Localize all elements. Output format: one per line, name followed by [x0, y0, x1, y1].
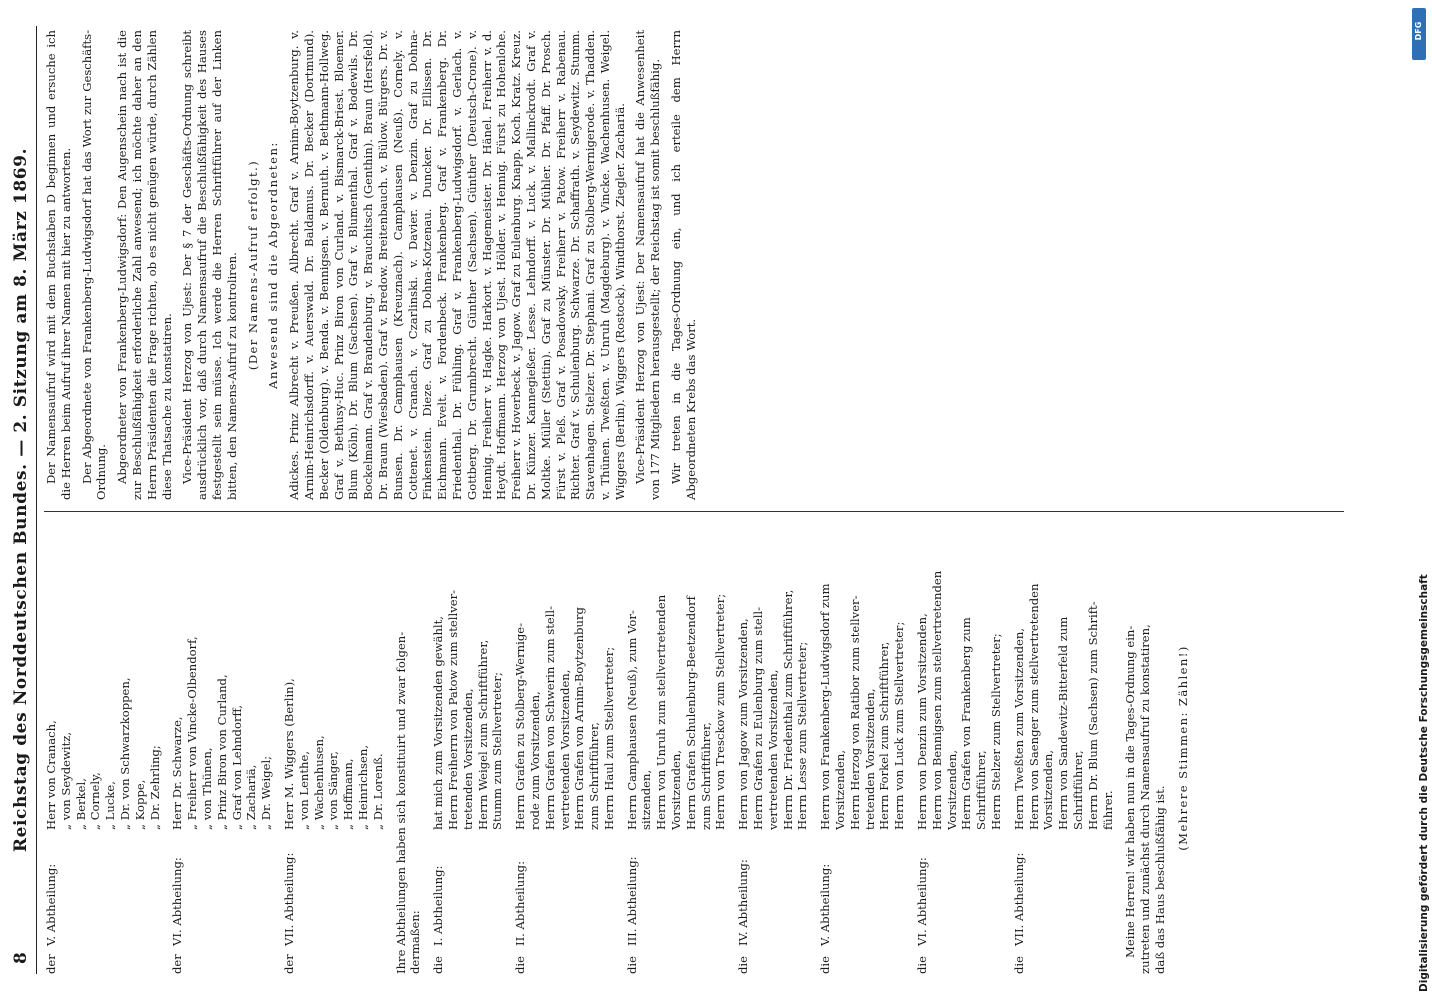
row-spacer — [1041, 830, 1056, 946]
constitution-line — [795, 522, 810, 974]
row-article — [326, 946, 341, 974]
row-article — [230, 946, 245, 974]
row-article — [200, 946, 215, 974]
row-article: die — [1011, 956, 1026, 974]
row-spacer — [446, 946, 461, 974]
left-column — [44, 522, 1197, 974]
row-abteilung-label — [215, 830, 230, 946]
member-name: „ Koppe, — [132, 779, 147, 830]
row-abteilung-label — [259, 830, 274, 946]
row-spacer — [1056, 946, 1071, 974]
constitution-text: Herrn von Denzin zum Vorsitzenden, — [915, 613, 930, 830]
member-name: Herr Dr. Schwarze, — [170, 716, 185, 830]
constitution-text: hat mich zum Vorsitzenden gewählt, — [431, 616, 446, 830]
column-divider — [44, 511, 1344, 512]
member-row — [133, 522, 148, 974]
constitution-text: Herrn von Bennigsen zum stellvertretenden — [929, 570, 944, 830]
constitution-line — [989, 522, 1004, 974]
row-article: die — [513, 956, 528, 974]
constitution-line — [572, 522, 587, 974]
constitution-line — [892, 522, 907, 974]
row-spacer — [713, 830, 728, 946]
row-spacer — [446, 830, 461, 946]
row-spacer — [684, 830, 699, 946]
row-abteilung-label — [371, 830, 386, 946]
constitution-text: Herrn Tweßten zum Vorsitzenden, — [1011, 627, 1026, 830]
row-article — [356, 946, 371, 974]
closing-paragraph — [1123, 522, 1167, 974]
closing-paragraph-line: zutreten und zunächst durch Namensaufruf zu konstatiren, — [1138, 624, 1153, 974]
row-article — [118, 946, 133, 974]
right-column — [44, 30, 705, 500]
constitution-text: tretenden Vorsitzenden, — [460, 688, 475, 830]
present-heading: Anwesend sind die Abgeordneten: — [266, 141, 281, 389]
constitution-line — [476, 522, 491, 974]
row-abteilung-label — [341, 830, 356, 946]
row-spacer — [863, 830, 878, 946]
row-spacer — [892, 946, 907, 974]
row-article — [312, 946, 327, 974]
member-row — [312, 522, 327, 974]
constitution-intro — [394, 522, 424, 974]
constitution-line — [446, 522, 461, 974]
row-spacer — [602, 946, 617, 974]
member-name: „ Hoffmann, — [341, 758, 356, 830]
row-abteilung-label: I. Abtheilung: — [431, 865, 446, 946]
row-article — [148, 946, 163, 974]
row-article: die — [818, 956, 833, 974]
row-abteilung-label — [200, 830, 215, 946]
constitution-text: Herrn Dr. Blum (Sachsen) zum Schrift- — [1085, 601, 1100, 830]
constitution-text: Herrn von Jagow zum Vorsitzenden, — [736, 618, 751, 830]
constitution-intro-line: Ihre Abtheilungen haben sich konstituirt und zwar folgen- — [393, 631, 408, 974]
row-spacer — [602, 830, 617, 946]
row-abteilung-label: III. Abtheilung: — [624, 856, 639, 946]
constitution-line — [945, 522, 960, 974]
constitution-text: Herrn Haul zum Stellvertreter; — [601, 646, 616, 830]
row-spacer — [476, 830, 491, 946]
row-spacer — [1101, 946, 1116, 974]
row-abteilung-label — [185, 830, 200, 946]
constitution-text: Vorsitzenden, — [669, 749, 684, 830]
digitization-note — [1405, 0, 1432, 1000]
constitution-entry — [915, 522, 1004, 974]
row-spacer — [892, 830, 907, 946]
constitution-line — [1012, 522, 1027, 974]
constitution-line — [490, 522, 505, 974]
member-row — [230, 522, 245, 974]
constitution-text: vertretenden Vorsitzenden, — [557, 669, 572, 830]
speech-quorum: Vice-Präsident Herzog von Ujest: Der Namensaufruf hat die Anwesenheit von 177 Mitgliedern herausgestellt; der Reichstag ist somit beschlußfähig. — [633, 30, 663, 500]
row-spacer — [713, 946, 728, 974]
row-abteilung-label — [244, 830, 259, 946]
row-spacer — [1027, 946, 1042, 974]
namensaufruf-paragraph: Der Namensaufruf wird mit dem Buchstaben D beginnen und ersuche ich die Herren beim Aufruf ihrer Namen mit hier zu antworten. — [44, 30, 73, 500]
constitution-text: Herrn Herzog von Ratibor zum stellver- — [847, 595, 862, 830]
constitution-line — [528, 522, 543, 974]
row-spacer — [945, 830, 960, 946]
constitution-text: Schriftführer, — [1071, 750, 1085, 830]
constitution-entry — [1012, 522, 1116, 974]
row-article — [185, 946, 200, 974]
member-row — [326, 522, 341, 974]
row-spacer — [558, 830, 573, 946]
member-name: „ Cornely, — [88, 772, 103, 830]
constitution-line — [558, 522, 573, 974]
row-spacer — [751, 830, 766, 946]
row-abteilung-label: V. Abtheilung: — [818, 863, 833, 946]
row-spacer — [461, 830, 476, 946]
constitution-line — [602, 522, 617, 974]
row-article: die — [624, 956, 639, 974]
member-name: „ Dr. von Schwarzkoppen, — [117, 677, 132, 830]
row-spacer — [558, 946, 573, 974]
member-row — [215, 522, 230, 974]
row-spacer — [587, 830, 602, 946]
constitution-line — [736, 522, 751, 974]
row-spacer — [572, 946, 587, 974]
constitution-text: tretenden Vorsitzenden, — [862, 688, 877, 830]
row-spacer — [848, 830, 863, 946]
row-abteilung-label — [59, 830, 74, 946]
closing-paragraph-line: Meine Herren! wir haben nun in die Tages-Ordnung ein- — [1123, 625, 1138, 958]
row-abteilung-label — [74, 830, 89, 946]
row-spacer — [684, 946, 699, 974]
member-row — [282, 522, 297, 974]
row-abteilung-label — [297, 830, 312, 946]
row-article: die — [431, 956, 446, 974]
row-spacer — [945, 946, 960, 974]
row-spacer — [959, 830, 974, 946]
row-abteilung-label: VI. Abtheilung: — [915, 857, 930, 946]
row-spacer — [833, 946, 848, 974]
member-name: „ von Seydewitz, — [58, 731, 73, 830]
row-article: der — [44, 954, 58, 974]
member-name: „ von Lenthe, — [296, 750, 311, 830]
constitution-text: zum Schriftführer, — [587, 722, 602, 830]
row-spacer — [528, 946, 543, 974]
constitution-line — [848, 522, 863, 974]
page-number: 8 — [11, 951, 31, 964]
constitution-line — [625, 522, 640, 974]
member-row — [259, 522, 274, 974]
member-name: „ von Sänger, — [326, 751, 341, 830]
constitution-line — [974, 522, 989, 974]
row-spacer — [974, 830, 989, 946]
constitution-line — [431, 522, 446, 974]
row-article — [74, 946, 89, 974]
constitution-line — [959, 522, 974, 974]
row-spacer — [795, 946, 810, 974]
row-spacer — [543, 830, 558, 946]
constitution-text: Stumm zum Stellvertreter; — [490, 672, 505, 830]
member-name: „ Prinz Biron von Curland, — [214, 674, 229, 830]
row-spacer — [930, 830, 945, 946]
member-name: „ von Thünen, — [199, 747, 214, 830]
row-spacer — [669, 830, 684, 946]
row-abteilung-label — [148, 830, 163, 946]
constitution-line — [713, 522, 728, 974]
row-article: der — [281, 954, 296, 974]
constitution-text: Schriftführer, — [974, 750, 989, 830]
row-spacer — [848, 946, 863, 974]
row-abteilung-label — [356, 830, 371, 946]
constitution-text: Herrn Grafen von Arnim-Boytzenburg — [572, 607, 587, 830]
constitution-line — [863, 522, 878, 974]
row-spacer — [766, 830, 781, 946]
constitution-line — [1086, 522, 1101, 974]
member-name: „ Lucke, — [103, 781, 118, 830]
constitution-line — [654, 522, 669, 974]
closing-paragraph-line: daß das Haus beschlußfähig ist. — [1152, 785, 1167, 974]
constitution-line — [699, 522, 714, 974]
row-abteilung-label: VII. Abtheilung: — [281, 852, 296, 946]
row-spacer — [863, 946, 878, 974]
constitution-text: Herrn Freiherrn von Patow zum stellver- — [445, 589, 460, 830]
row-spacer — [587, 946, 602, 974]
row-abteilung-label: V. Abtheilung: — [44, 863, 58, 946]
row-article: der — [170, 954, 185, 974]
constitution-text: Vorsitzenden, — [1041, 749, 1056, 830]
constitution-line — [781, 522, 796, 974]
row-spacer — [751, 946, 766, 974]
member-name: „ Dr. Weigel; — [259, 755, 274, 830]
running-title: Reichstag des Norddeutschen Bundes. — 2. Sitzung am 8. März 1869. — [11, 147, 31, 853]
abteilung-vi-members — [170, 522, 274, 974]
constitution-entry — [736, 522, 810, 974]
dfg-logo — [1412, 8, 1426, 60]
constitution-text: Herrn von Sandewitz-Bitterfeld zum — [1056, 616, 1071, 830]
constitution-list — [431, 522, 1115, 974]
speech-vice-president: Vice-Präsident Herzog von Ujest: Der § 7 der Geschäfts-Ordnung schreibt ausdrücklich vor, daß durch Namensaufruf die Beschlußfähigkeit des Hauses festgestellt sein müsse. Ich werde die Herren Schriftführer auf der Linken bitten, den Namens-Aufruf zu kontroliren. — [180, 30, 239, 500]
row-spacer — [1056, 830, 1071, 946]
row-abteilung-label — [118, 830, 133, 946]
member-name: „ Dr. Zehrling; — [147, 745, 162, 830]
row-spacer — [543, 946, 558, 974]
constitution-text: Vorsitzenden, — [833, 749, 848, 830]
row-abteilung-label — [88, 830, 103, 946]
row-spacer — [490, 830, 505, 946]
row-spacer — [833, 830, 848, 946]
constitution-text: sitzenden, — [639, 769, 654, 830]
constitution-text: rode zum Vorsitzenden, — [527, 691, 542, 830]
member-name: „ Zachariä, — [244, 764, 259, 830]
row-spacer — [1027, 830, 1042, 946]
speech-frankenberg: Abgeordneter von Frankenberg-Ludwigsdorf: Den Augenschein nach ist die zur Beschlußfähigkeit erforderliche Zahl anwesend; ich möchte daher an den Herrn Präsidenten die Frage richten, ob es nicht genügen würde, durch Zählen diese Thatsache zu konstatiren. — [115, 30, 174, 500]
member-row — [88, 522, 103, 974]
row-spacer — [528, 830, 543, 946]
member-row — [200, 522, 215, 974]
row-article — [59, 946, 74, 974]
constitution-text: Herrn Weigel zum Schriftführer, — [475, 639, 490, 830]
row-spacer — [959, 946, 974, 974]
row-abteilung-label: VI. Abtheilung: — [170, 857, 185, 946]
constitution-line — [639, 522, 654, 974]
constitution-line — [461, 522, 476, 974]
row-spacer — [1071, 946, 1086, 974]
member-row — [118, 522, 133, 974]
constitution-line — [915, 522, 930, 974]
member-name: „ Wachenhusen, — [311, 735, 326, 830]
constitution-text: Herrn Grafen zu Stolberg-Wernige- — [513, 622, 528, 830]
digitization-note-text: Digitalisierung gefördert durch die Deutsche Forschungsgemeinschaft — [1418, 574, 1430, 992]
row-spacer — [766, 946, 781, 974]
constitution-line — [818, 522, 833, 974]
row-abteilung-label: IV. Abtheilung: — [736, 859, 751, 946]
row-spacer — [1041, 946, 1056, 974]
constitution-line — [587, 522, 602, 974]
row-article — [297, 946, 312, 974]
member-row — [185, 522, 200, 974]
row-spacer — [639, 830, 654, 946]
row-abteilung-label: II. Abtheilung: — [513, 861, 528, 946]
member-name: „ Berkel, — [73, 778, 88, 830]
row-article — [103, 946, 118, 974]
abteilung-v-members — [44, 522, 162, 974]
member-row — [297, 522, 312, 974]
constitution-line — [1027, 522, 1042, 974]
constitution-entry — [818, 522, 907, 974]
row-article — [133, 946, 148, 974]
constitution-text: vertretenden Vorsitzenden, — [765, 669, 780, 830]
closing-note: (Mehrere Stimmen: Zählen!) — [1175, 645, 1190, 851]
constitution-text: Herrn von Tresckow zum Stellvertreter; — [713, 593, 728, 830]
constitution-line — [1056, 522, 1071, 974]
constitution-line — [1071, 522, 1086, 974]
member-row — [148, 522, 163, 974]
dfg-logo-text: DFG — [1414, 21, 1423, 41]
constitution-text: führer. — [1100, 790, 1115, 830]
row-abteilung-label — [133, 830, 148, 946]
member-row — [103, 522, 118, 974]
row-abteilung-label — [326, 830, 341, 946]
constitution-text: Herrn Grafen von Schwerin zum stell- — [542, 605, 557, 830]
constitution-line — [1041, 522, 1056, 974]
member-name: „ Graf von Lehndorff, — [229, 704, 244, 830]
row-spacer — [795, 830, 810, 946]
row-spacer — [1071, 830, 1086, 946]
row-spacer — [1086, 830, 1101, 946]
constitution-text: Herrn Stelzer zum Stellvertreter; — [989, 633, 1004, 830]
row-spacer — [699, 946, 714, 974]
constitution-text: Herrn Camphausen (Neuß), zum Vor- — [624, 610, 639, 830]
row-abteilung-label: VII. Abtheilung: — [1011, 852, 1026, 946]
row-article — [244, 946, 259, 974]
speaker-announcement: Der Abgeordnete von Frankenberg-Ludwigsdorf hat das Wort zur Geschäfts-Ordnung. — [79, 30, 109, 500]
constitution-text: zum Schriftführer, — [698, 722, 713, 830]
constitution-line — [513, 522, 528, 974]
constitution-text: Herrn Grafen von Frankenberg zum — [959, 617, 974, 830]
member-row — [341, 522, 356, 974]
row-abteilung-label — [103, 830, 118, 946]
row-spacer — [654, 830, 669, 946]
constitution-line — [543, 522, 558, 974]
constitution-line — [751, 522, 766, 974]
constitution-line — [877, 522, 892, 974]
constitution-line — [833, 522, 848, 974]
row-spacer — [572, 830, 587, 946]
constitution-text: Vorsitzenden, — [944, 749, 959, 830]
row-abteilung-label — [312, 830, 327, 946]
constitution-text: Herrn Dr. Friedenthal zum Schriftführer, — [780, 589, 795, 830]
constitution-line — [669, 522, 684, 974]
constitution-entry — [625, 522, 729, 974]
row-spacer — [1086, 946, 1101, 974]
running-head — [10, 26, 37, 974]
row-spacer — [877, 946, 892, 974]
row-spacer — [669, 946, 684, 974]
row-spacer — [639, 946, 654, 974]
constitution-text: Herrn von Frankenberg-Ludwigsdorf zum — [818, 583, 833, 830]
member-name: „ Heinrichsen, — [355, 744, 370, 830]
member-row — [44, 522, 59, 974]
constitution-line — [766, 522, 781, 974]
member-name: Herr von Cranach, — [44, 720, 58, 830]
constitution-text: Herrn Forkel zum Schriftführer, — [877, 641, 892, 830]
member-name: Herr M. Wiggers (Berlin), — [281, 678, 296, 830]
row-spacer — [461, 946, 476, 974]
row-article: die — [915, 956, 930, 974]
row-article — [341, 946, 356, 974]
row-spacer — [476, 946, 491, 974]
row-abteilung-label — [230, 830, 245, 946]
member-row — [170, 522, 185, 974]
row-spacer — [989, 946, 1004, 974]
constitution-line — [930, 522, 945, 974]
constitution-text: Herrn von Saenger zum stellvertretenden — [1026, 583, 1041, 830]
row-article — [88, 946, 103, 974]
constitution-text: Herrn Grafen Schulenburg-Beetzendorf — [683, 596, 698, 830]
present-member-list: Adickes. Prinz Albrecht v. Preußen. Albrecht. Graf v. Arnim-Boytzenburg. v. Arnim-Heinrichsdorff. v. Auerswald. Dr. Baldamus. Dr. Becker (Dortmund). Becker (Oldenburg). v. Benda. v. Bennigsen. v. Bernuth. v. Bethmann-Hollweg. Graf v. Bethusy-Huc. Prinz Biron von Curland. v. Bismarck-Briest. Bloemer. Blum (Köln). Dr. Blum (Sachsen). Graf v. Blumenthal. Graf v. Bodewils. Dr. Bockelmann. Graf v. Brandenburg. v. Brauchitsch (Genthin). Braun (Hersfeld). Dr. Braun (Wiesbaden). Graf v. Bredow. Breitenbauch. v. Bülow. Bürgers. Dr. v. Bunsen. Dr. Camphausen (Kreuznach). Camphausen (Neuß). Cornely. v. Cottenet. v. Cranach. v. Czarlinski. v. Davier. v. Denzin. Graf zu Dohna-Finkenstein. Dieze. Graf zu Dohna-Kotzenau. Duncker. Dr. Ellissen. Dr. Eichmann. Evelt. v. Fordenbeck. Frankenberg. Graf v. Frankenberg. Dr. Friedenthal. Dr. Fühling. Graf v. Frankenberg-Ludwigsdorf. v. Gerlach. v. Gottberg. Dr. Grumbrecht. Günther (Sachsen). Günther (Deutsch-Crone). v. Hennig. Freiherr v. Hagke. Harkort. v. Hagemeister. Dr. Hänel. Freiherr v. d. Heydt. Hoffmann. Herzog von Ujest. Hölder. v. Hennig. Fürst zu Hohenlohe. Freiherr v. Hoverbeck. v. Jagow. Graf zu Eulenburg. Knapp. Koch. Kratz. Kreuz. Dr. Künzer. Kannegießer. Lesse. Lehndorff. v. Luck. v. Mallinckrodt. Graf v. Moltke. Müller (Stettin). Graf zu Münster. Dr. Mühler. Dr. Pfaff. Dr. Prosch. Fürst v. Pleß. Graf v. Posadowsky. Freiherr v. Patow. Freiherr v. Rabenau. Richter. Graf v. Schulenburg. Schwarze. Dr. Schaffrath. v. Seydewitz. Stumm. Stavenhagen. Stelzer. Dr. Stephani. Graf zu Stolberg-Wernigerode. v. Thadden. v. Thünen. Tweßten. v. Unruh (Magdeburg). v. Vincke. Wachenhusen. Weigel. Wiggers (Berlin). Wiggers (Rostock). Windthorst. Ziegler. Zachariä. — [287, 30, 627, 500]
row-article — [371, 946, 386, 974]
row-spacer — [699, 830, 714, 946]
constitution-text: Herrn Grafen zu Eulenburg zum stell- — [751, 606, 766, 830]
closing-paragraph-right: Wir treten in die Tages-Ordnung ein, und ich erteile dem Herrn Abgeordneten Krebs das Wort. — [669, 30, 698, 500]
constitution-entry — [513, 522, 617, 974]
constitution-text: Herrn Lesse zum Stellvertreter; — [795, 641, 810, 830]
member-row — [59, 522, 74, 974]
member-row — [371, 522, 386, 974]
member-name: „ Dr. Lorenß. — [370, 753, 385, 830]
row-spacer — [1101, 830, 1116, 946]
member-row — [74, 522, 89, 974]
row-article — [215, 946, 230, 974]
row-spacer — [989, 830, 1004, 946]
abteilung-vii-members — [282, 522, 386, 974]
row-spacer — [930, 946, 945, 974]
row-spacer — [974, 946, 989, 974]
constitution-line — [1101, 522, 1116, 974]
member-row — [356, 522, 371, 974]
row-article: die — [736, 956, 751, 974]
constitution-text: Herrn von Luck zum Stellvertreter; — [892, 621, 907, 830]
row-spacer — [781, 830, 796, 946]
row-spacer — [781, 946, 796, 974]
member-row — [244, 522, 259, 974]
constitution-intro-line: dermaßen: — [408, 910, 423, 974]
member-name: „ Freiherr von Vincke-Olbendorf, — [185, 636, 200, 830]
row-article — [259, 946, 274, 974]
row-spacer — [654, 946, 669, 974]
row-spacer — [490, 946, 505, 974]
constitution-text: Herrn von Unruh zum stellvertretenden — [654, 594, 669, 830]
row-spacer — [877, 830, 892, 946]
constitution-entry — [431, 522, 505, 974]
stage-direction: (Der Namens-Aufruf erfolgt.) — [245, 159, 260, 371]
constitution-line — [684, 522, 699, 974]
